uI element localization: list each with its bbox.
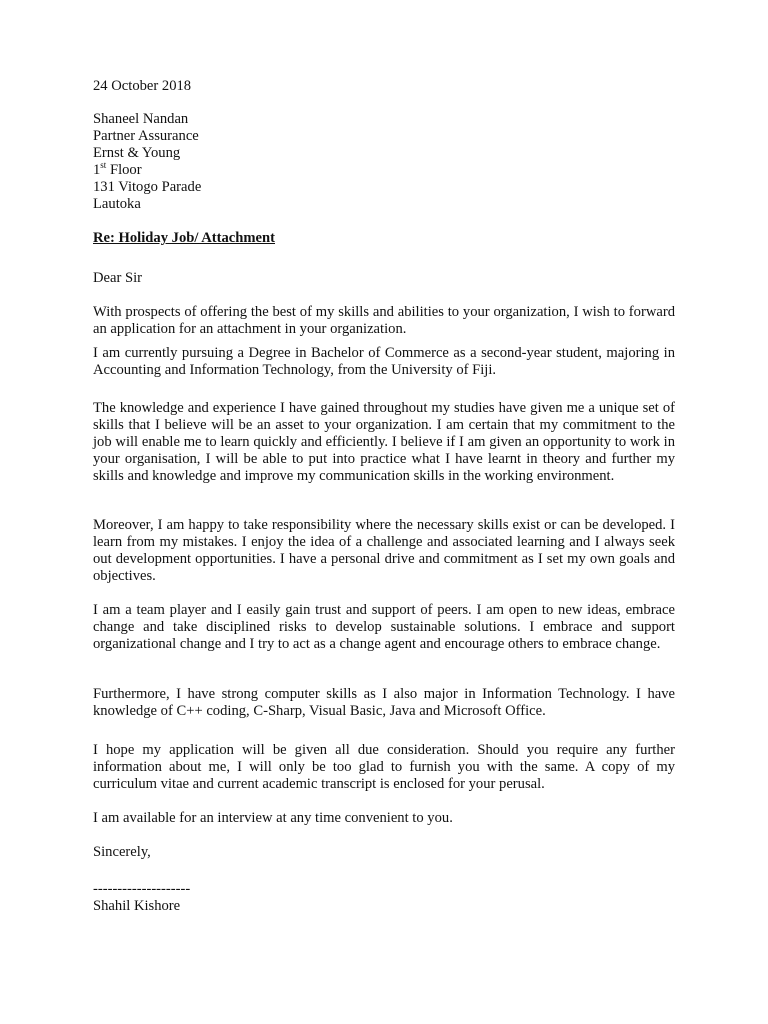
signature-block [93,881,675,915]
recipient-street: 131 Vitogo Parade [93,179,202,195]
paragraph-consideration: I hope my application will be given all due consideration. Should you require any further information about me, I will only be too glad to furnish you with the same. A copy of my curriculum vitae and current academic transcript is enclosed for your perusal. [93,742,675,792]
salutation-text: Dear Sir [93,270,143,286]
paragraph-availability: I am available for an interview at any time convenient to you. [93,810,453,826]
paragraph-skills: The knowledge and experience I have gained throughout my studies have given me a unique set of skills that I believe will be an asset to your organization. I am certain that my commitment to the job will enable me to learn quickly and efficiently. I believe if I am given an opportunity to work in your organisation, I will be able to put into practice what I have learnt in theory and further my skills and knowledge and improve my communication skills in the working environment. [93,400,675,484]
paragraph-computer-skills: Furthermore, I have strong computer skills as I also major in Information Technology. I have knowledge of C++ coding, C-Sharp, Visual Basic, Java and Microsoft Office. [93,686,675,719]
date-text: 24 October 2018 [93,78,192,94]
signer-name: Shahil Kishore [93,898,181,914]
salutation [93,270,675,287]
closing-text: Sincerely, [93,844,151,860]
paragraph-degree: I am currently pursuing a Degree in Bachelor of Commerce as a second-year student, majoring in Accounting and Information Technology, from the University of Fiji. [93,345,675,378]
recipient-address [93,111,675,213]
floor-suffix: st [100,160,107,171]
paragraph-intro: With prospects of offering the best of my skills and abilities to your organization, I wish to forward an application for an attachment in your organization. [93,304,675,337]
paragraph-responsibility: Moreover, I am happy to take responsibility where the necessary skills exist or can be developed. I learn from my mistakes. I enjoy the idea of a challenge and associated learning and I always seek out development opportunities. I have a personal drive and commitment as I set my own goals and objectives. [93,517,675,584]
paragraph-team-player: I am a team player and I easily gain trust and support of peers. I am open to new ideas, embrace change and take disciplined risks to develop sustainable solutions. I embrace and support organizational change and I try to act as a change agent and encourage others to embrace change. [93,602,675,652]
recipient-floor [93,162,675,179]
subject-text: Re: Holiday Job/ Attachment [93,230,276,246]
recipient-city: Lautoka [93,196,141,212]
subject-line [93,230,675,247]
floor-number: 1 [93,162,101,178]
recipient-name: Shaneel Nandan [93,111,189,127]
closing [93,844,675,861]
signature-line: -------------------- [93,881,191,897]
letter-date [93,78,675,95]
recipient-title: Partner Assurance [93,128,199,144]
floor-word: Floor [106,162,142,178]
recipient-company: Ernst & Young [93,145,181,161]
